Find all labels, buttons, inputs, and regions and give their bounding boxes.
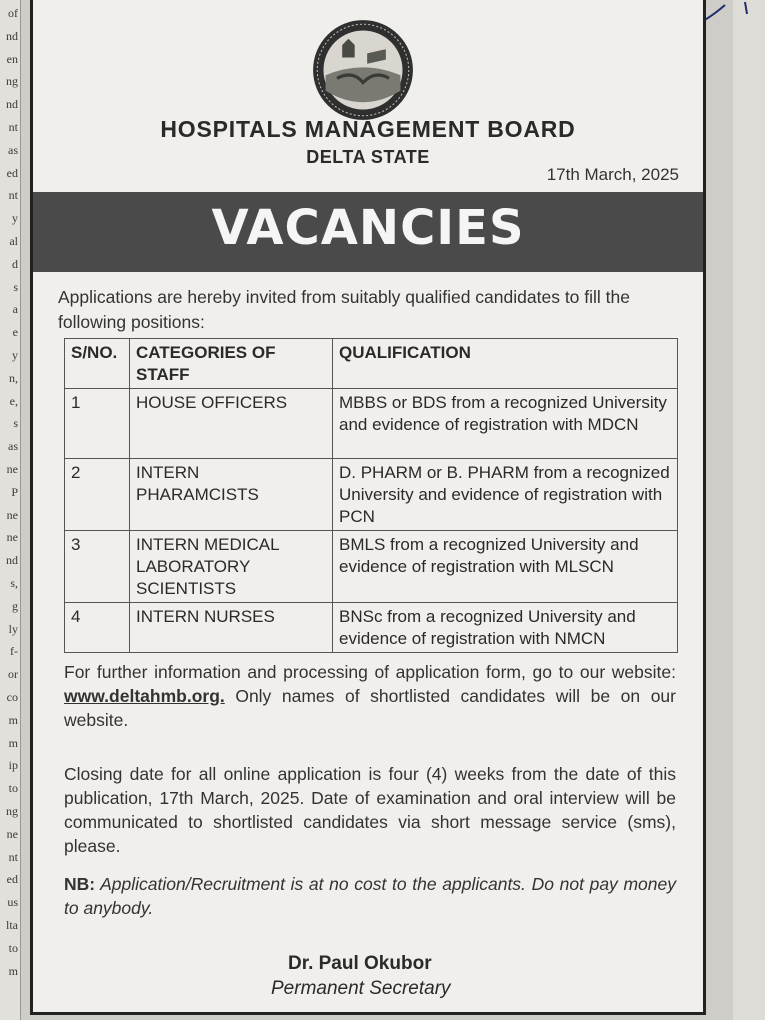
margin-fragment: a [12,302,18,317]
margin-fragment: ne [6,530,18,545]
margin-fragment: nt [8,188,18,203]
signatory-title: Permanent Secretary [271,978,451,999]
margin-fragment: s [13,416,18,431]
margin-fragment: ip [8,758,18,773]
margin-fragment: ng [6,74,18,89]
info-paragraph [64,660,676,732]
row-category: INTERN MEDICAL LABORATORY SCIENTISTS [130,531,333,603]
margin-fragment: or [8,667,18,682]
row-qualification: D. PHARM or B. PHARM from a recognized University and evidence of registration with PCN [333,459,678,531]
row-category: INTERN PHARAMCISTS [130,459,333,531]
margin-fragment: nt [8,120,18,134]
margin-fragment: e [12,325,18,340]
margin-fragment: s, [10,576,18,590]
row-sno: 3 [65,531,130,603]
margin-fragment: ed [6,165,18,180]
margin-fragment: f- [10,644,18,659]
row-category: INTERN NURSES [130,603,333,653]
table-row [65,603,678,653]
margin-fragment: g [12,598,18,613]
adjacent-article-column [0,0,21,1020]
publication-date: 17th March, 2025 [546,165,679,184]
info-text: For further information and processing of application form, go to our website: [64,662,676,682]
margin-fragment: ne [6,462,18,476]
margin-fragment: s [13,279,18,294]
table-row [65,459,678,531]
margin-fragment: y [12,348,18,362]
signatory-name: Dr. Paul Okubor [288,953,432,974]
note-label: NB: [64,874,96,894]
note-paragraph [64,872,676,920]
page-title: VACANCIES [211,200,525,256]
margin-fragment: ly [8,621,18,636]
info-text-tail: Only names of shortlisted candidates will be on our website. [64,686,676,730]
margin-fragment: e, [9,393,18,408]
margin-fragment: lta [6,918,18,932]
organization-name: HOSPITALS MANAGEMENT BOARD [160,116,576,142]
margin-fragment: y [12,211,18,226]
margin-fragment: n, [9,370,18,385]
intro-text: Applications are hereby invited from suitably qualified candidates to fill the following positions: [58,287,630,332]
row-sno: 1 [65,389,130,459]
table-row [65,531,678,603]
margin-fragment: nd [6,97,18,112]
margin-fragment: as [8,439,18,454]
margin-fragment: m [8,712,18,727]
margin-fragment: d [12,256,18,271]
closing-paragraph: Closing date for all online application is four (4) weeks from the date of this publication, 17th March, 2025. Date of examination and oral interview will be communicated to shortlisted candidates via short message service (sms), please. [64,764,676,856]
advertisement [30,0,706,1015]
margin-fragment: to [8,940,18,955]
organization-state: DELTA STATE [306,147,430,167]
margin-fragment: as [8,142,18,157]
margin-fragment: m [8,963,18,978]
row-sno: 2 [65,459,130,531]
margin-fragment: ed [6,872,18,887]
margin-fragment: us [7,895,18,910]
table-header-row [65,339,678,389]
column-header-category: CATEGORIES OF STAFF [130,339,333,389]
margin-fragment: en [6,51,18,66]
page-edge [733,0,765,1020]
margin-fragment: m [8,735,18,750]
vacancies-table [64,338,678,653]
margin-fragment: ng [6,804,18,818]
margin-fragment: ne [6,507,18,522]
margin-fragment: to [8,781,18,796]
margin-fragment: nt [8,849,18,864]
website-link[interactable]: www.deltahmb.org. [64,686,225,706]
margin-fragment: co [6,690,18,704]
row-qualification: MBBS or BDS from a recognized University and evidence of registration with MDCN [333,389,678,459]
row-qualification: BNSc from a recognized University and evidence of registration with NMCN [333,603,678,653]
row-category: HOUSE OFFICERS [130,389,333,459]
table-row [65,389,678,459]
margin-fragment: ne [6,826,18,841]
margin-fragment: nd [6,553,18,568]
margin-fragment: P [11,484,18,499]
margin-fragment: al [9,234,18,248]
column-header-sno: S/NO. [65,339,130,389]
delta-state-seal-icon [311,18,415,122]
margin-fragment: of [8,6,18,20]
column-header-qualification: QUALIFICATION [333,339,678,389]
row-sno: 4 [65,603,130,653]
row-qualification: BMLS from a recognized University and evidence of registration with MLSCN [333,531,678,603]
margin-fragment: nd [6,28,18,43]
note-text: Application/Recruitment is at no cost to the applicants. Do not pay money to anybody. [64,874,676,918]
